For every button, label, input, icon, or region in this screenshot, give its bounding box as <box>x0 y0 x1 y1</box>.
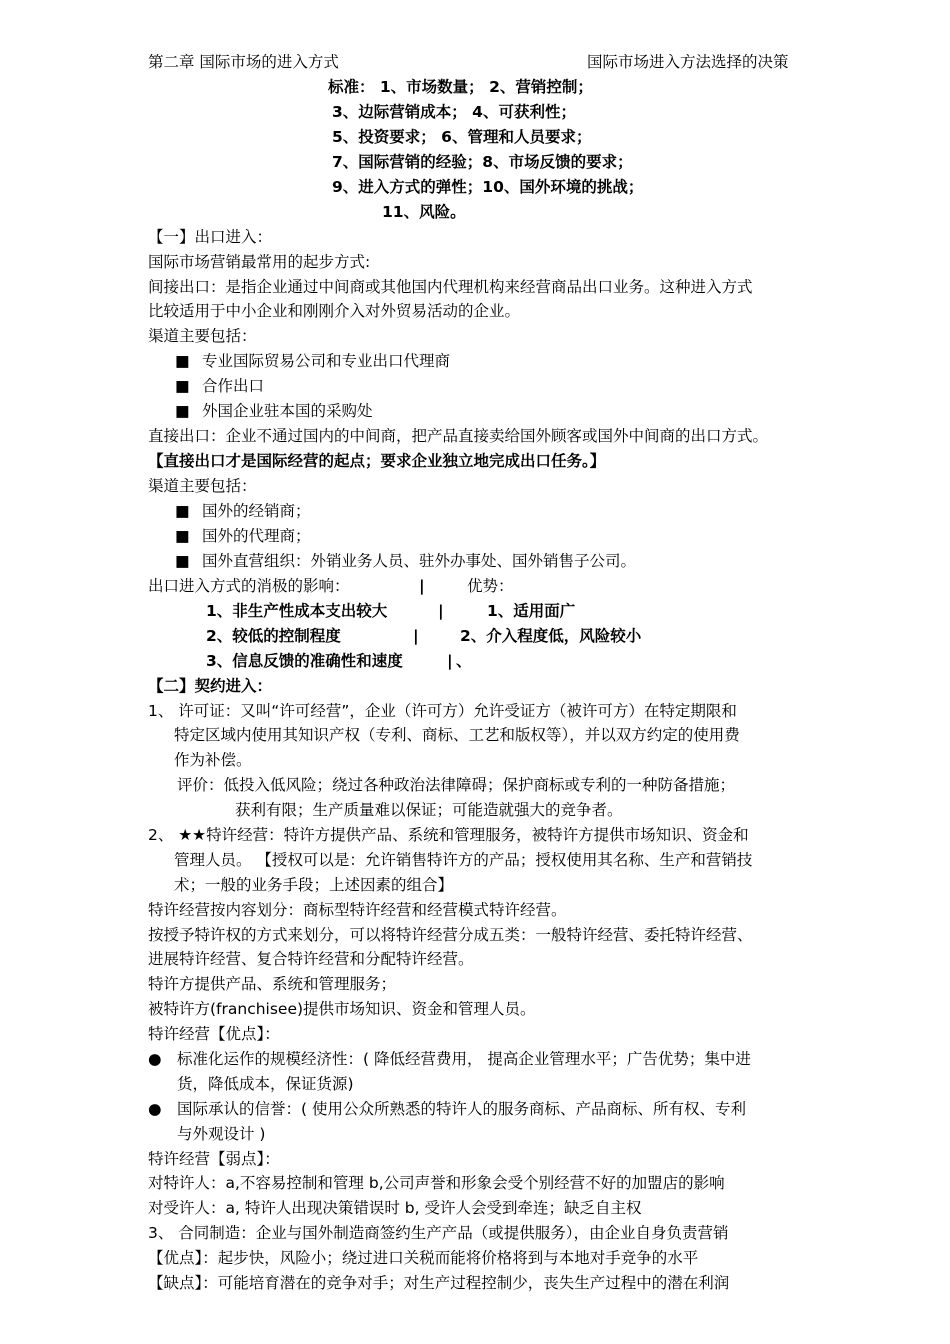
franchisee-role: 被特许方(franchisee)提供市场知识、资金和管理人员。 <box>148 1000 536 1018</box>
criteria-line: 9、进入方式的弹性；10、国外环境的挑战； <box>332 178 644 196</box>
square-bullet-icon <box>175 549 190 573</box>
criteria-line: 7、国际营销的经验；8、市场反馈的要求； <box>332 153 633 171</box>
franchise-weakness: 对特许人：a,不容易控制和管理 b,公司声誉和形象会受个别经营不好的加盟店的影响 <box>148 1174 725 1192</box>
criteria-line: 11、风险。 <box>382 203 466 221</box>
contract-manufacturing-disadvantages: 【缺点】：可能培育潜在的竞争对手；对生产过程控制少，丧失生产过程中的潜在利润 <box>148 1274 730 1292</box>
square-bullet-icon <box>175 374 190 398</box>
contract-heading: 【二】契约进入： <box>148 677 273 695</box>
license-text: 1、 许可证：又叫“许可经营”，企业（许可方）允许受证方（被许可方）在特定期限和 <box>148 702 737 720</box>
bullet-dot-icon <box>148 1097 162 1121</box>
bullet-dot-icon <box>148 1047 162 1071</box>
franchise-advantage: 与外观设计 ) <box>177 1125 266 1143</box>
license-text: 作为补偿。 <box>174 751 252 769</box>
franchise-advantage: 货，降低成本，保证货源) <box>177 1075 354 1093</box>
license-evaluation: 获利有限；生产质量难以保证；可能造就强大的竞争者。 <box>235 801 623 819</box>
list-item: 外国企业驻本国的采购处 <box>202 402 373 420</box>
license-text: 特定区域内使用其知识产权（专利、商标、工艺和版权等），并以双方约定的使用费 <box>174 726 740 744</box>
list-item: 国外直营组织：外销业务人员、驻外办事处、国外销售子公司。 <box>202 552 637 570</box>
negative-item: 1、非生产性成本支出较大 <box>206 602 388 620</box>
channels-label: 渠道主要包括： <box>148 477 257 495</box>
contract-manufacturing-text: 3、 合同制造：企业与国外制造商签约生产产品（或提供服务），由企业自身负责营销 <box>148 1224 729 1242</box>
column-separator: | <box>419 577 425 595</box>
contract-manufacturing-advantages: 【优点】：起步快，风险小；绕过进口关税而能将价格将到与本地对手竞争的水平 <box>148 1249 699 1267</box>
channels-label: 渠道主要包括： <box>148 327 257 345</box>
list-item: 国外的代理商； <box>202 527 311 545</box>
franchise-weakness: 对受许人：a, 特许人出现决策错误时 b, 受许人会受到牵连；缺乏自主权 <box>148 1199 642 1217</box>
list-item: 合作出口 <box>202 377 265 395</box>
franchise-text: 管理人员。 【授权可以是：允许销售特许方的产品；授权使用其名称、生产和营销技 <box>174 851 753 869</box>
export-intro: 国际市场营销最常用的起步方式: <box>148 253 371 271</box>
criteria-line: 3、边际营销成本； 4、可获利性； <box>332 103 576 121</box>
square-bullet-icon <box>175 499 190 523</box>
franchise-text: 2、 ★★特许经营：特许方提供产品、系统和管理服务，被特许方提供市场知识、资金和 <box>148 826 749 844</box>
criteria-line: 标准： 1、市场数量； 2、营销控制； <box>328 78 593 96</box>
square-bullet-icon <box>175 524 190 548</box>
list-item: 国外的经销商； <box>202 502 311 520</box>
advantages-label: 优势： <box>467 577 514 595</box>
export-heading: 【一】出口进入： <box>148 228 273 246</box>
indirect-export-text: 比较适用于中小企业和刚刚介入对外贸易活动的企业。 <box>148 302 521 320</box>
negative-effects-label: 出口进入方式的消极的影响： <box>148 577 350 595</box>
franchise-content-types: 特许经营按内容划分：商标型特许经营和经营模式特许经营。 <box>148 901 567 919</box>
section-title: 国际市场进入方法选择的决策 <box>587 53 789 71</box>
franchise-advantage: 国际承认的信誉：( 使用公众所熟悉的特许人的服务商标、产品商标、所有权、专利 <box>177 1100 746 1118</box>
criteria-line: 5、投资要求； 6、管理和人员要求； <box>332 128 592 146</box>
column-separator: | <box>447 652 453 670</box>
advantage-item: 1、适用面广 <box>487 602 576 620</box>
negative-item: 2、较低的控制程度 <box>206 627 341 645</box>
franchise-grant-types: 按授予特许权的方式来划分，可以将特许经营分成五类：一般特许经营、委托特许经营、 <box>148 926 753 944</box>
franchise-advantage: 标准化运作的规模经济性：( 降低经营费用， 提高企业管理水平；广告优势；集中进 <box>177 1050 751 1068</box>
chapter-title: 第二章 国际市场的进入方式 <box>148 53 339 71</box>
franchise-text: 术；一般的业务手段；上述因素的组合】 <box>174 876 454 894</box>
square-bullet-icon <box>175 349 190 373</box>
indirect-export-text: 间接出口：是指企业通过中间商或其他国内代理机构来经营商品出口业务。这种进入方式 <box>148 278 753 296</box>
franchise-weaknesses-label: 特许经营【弱点】： <box>148 1150 280 1168</box>
list-item: 专业国际贸易公司和专业出口代理商 <box>202 352 451 370</box>
license-evaluation: 评价：低投入低风险；绕过各种政治法律障碍；保护商标或专利的一种防备措施； <box>177 776 736 794</box>
column-separator: | <box>413 627 419 645</box>
column-separator: | <box>438 602 444 620</box>
advantage-item: 、 <box>456 652 472 670</box>
franchisor-role: 特许方提供产品、系统和管理服务； <box>148 975 397 993</box>
franchise-grant-types: 进展特许经营、复合特许经营和分配特许经营。 <box>148 950 474 968</box>
advantage-item: 2、介入程度低，风险较小 <box>460 627 642 645</box>
direct-export-note: 【直接出口才是国际经营的起点；要求企业独立地完成出口任务。】 <box>148 452 606 470</box>
direct-export-text: 直接出口：企业不通过国内的中间商，把产品直接卖给国外顾客或国外中间商的出口方式。 <box>148 427 769 445</box>
square-bullet-icon <box>175 399 190 423</box>
franchise-advantages-label: 特许经营【优点】： <box>148 1025 280 1043</box>
negative-item: 3、信息反馈的准确性和速度 <box>206 652 403 670</box>
